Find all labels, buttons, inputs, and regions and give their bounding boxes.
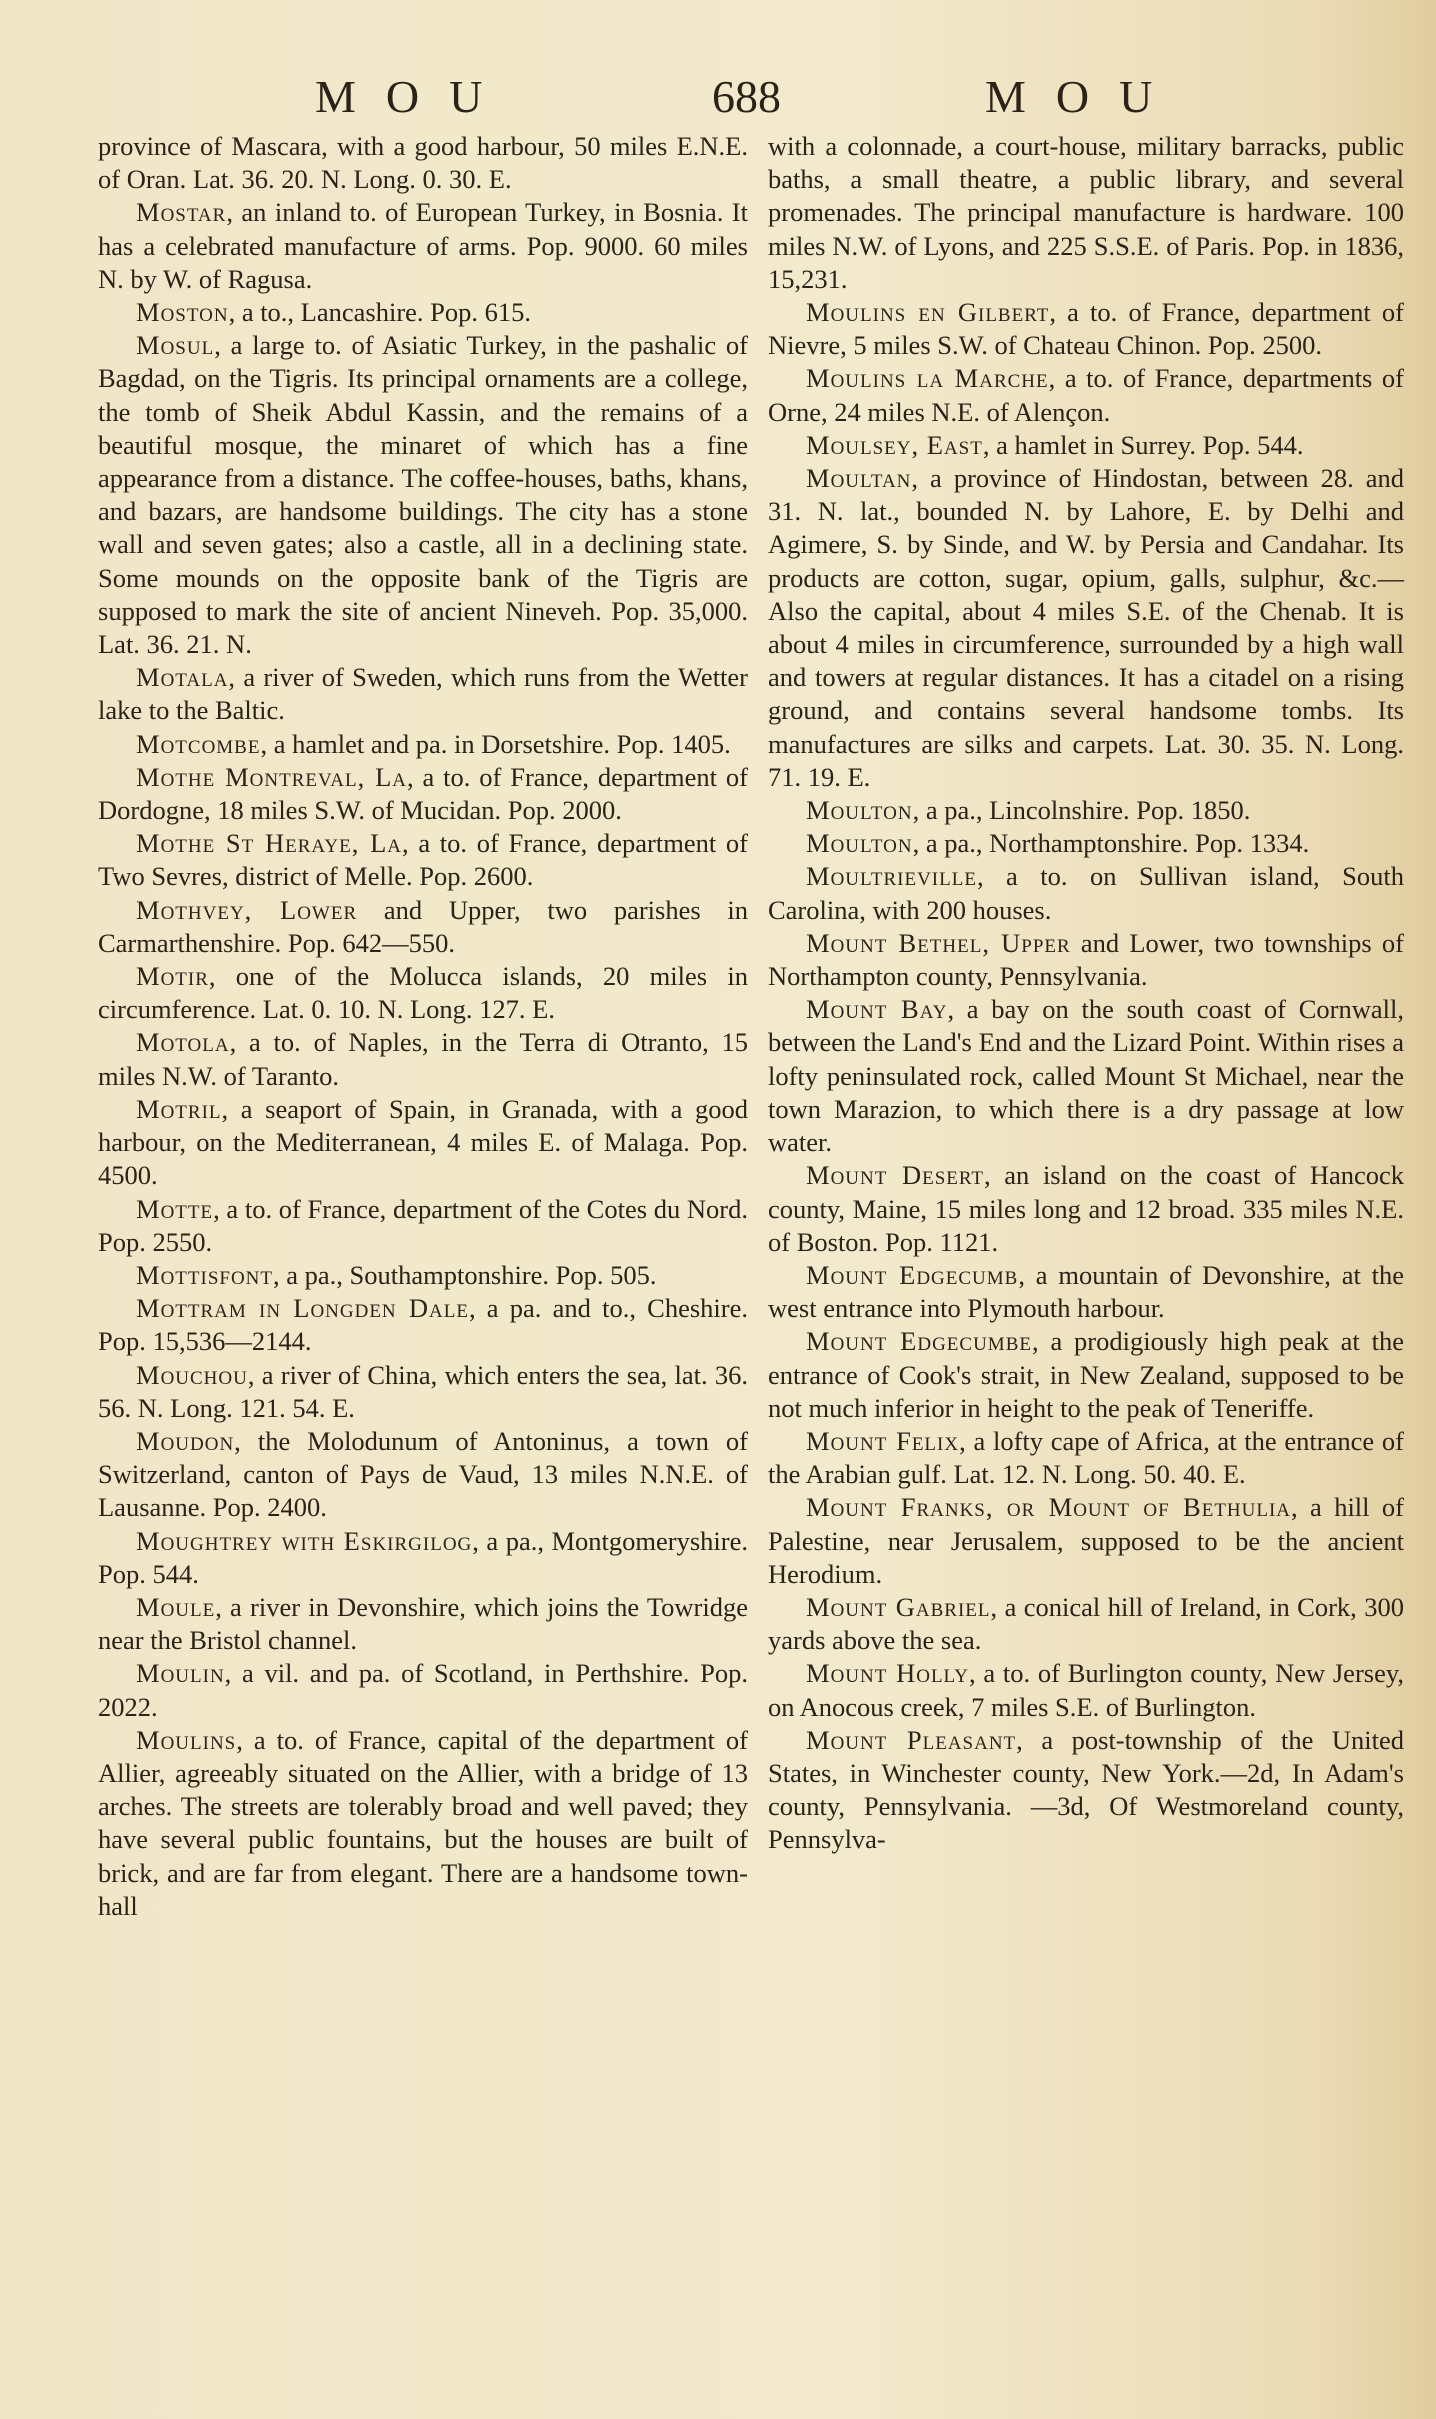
- entry-headword: Mount Gabriel: [806, 1591, 991, 1622]
- entry-headword: Moulins la Marche: [806, 363, 1049, 394]
- entry-headword: Mouchou: [136, 1359, 248, 1390]
- entry-headword: Moule: [136, 1591, 216, 1622]
- entry-text: province of Mascara, with a good harbour, 50 miles E.N.E. of Oran. Lat. 36. 20. N. Long. 0. 30. E.: [98, 131, 748, 195]
- entry-text: , a mountain of Devonshire, at the west entrance into Plymouth harbour.: [768, 1259, 1404, 1324]
- gazetteer-entry: [768, 1259, 1404, 1325]
- gazetteer-entry: [98, 1026, 748, 1092]
- entry-headword: Motir: [136, 961, 209, 992]
- gazetteer-entry: [768, 993, 1404, 1159]
- entry-headword: Mount Edgecumbe: [806, 1326, 1032, 1357]
- entry-text: , a prodigiously high peak at the entrance of Cook's strait, in New Zealand, supposed to be not much inferior in height to the peak of Teneriffe.: [768, 1326, 1405, 1423]
- gazetteer-entry: [98, 1724, 748, 1923]
- entry-text: , a to. of France, department of the Cotes du Nord. Pop. 2550.: [98, 1193, 748, 1257]
- entry-text: , a seaport of Spain, in Granada, with a good harbour, on the Mediterranean, 4 miles E. of Malaga. Pop. 4500.: [98, 1093, 748, 1191]
- page-header: [0, 70, 1436, 130]
- entry-text: , a to. of France, department of Two Sevres, district of Melle. Pop. 2600.: [98, 828, 748, 892]
- gazetteer-entry: [768, 794, 1404, 827]
- entry-text: , a to., Lancashire. Pop. 615.: [228, 297, 532, 328]
- entry-text: , the Molodunum of Antoninus, a town of Switzerland, canton of Pays de Vaud, 13 miles N.N.E. of Lausanne. Pop. 2400.: [98, 1425, 748, 1523]
- entry-text: and Lower, two townships of Northampton county, Pennsylvania.: [768, 927, 1404, 992]
- gazetteer-entry: [98, 728, 748, 761]
- entry-text: , a post-township of the United States, in Winchester county, New York.—2d, In Adam's county, Pennsylvania. —3d, Of Westmoreland county, Pennsylva-: [768, 1724, 1405, 1855]
- entry-headword: Mount Holly: [806, 1658, 969, 1689]
- gazetteer-entry: [768, 429, 1404, 462]
- entry-headword: Moudon: [136, 1425, 235, 1456]
- gazetteer-entry: [768, 1724, 1404, 1857]
- entry-headword: Moulton: [806, 795, 913, 826]
- running-head-right: MOU: [985, 71, 1183, 122]
- gazetteer-entry: [768, 462, 1404, 794]
- entry-headword: Mount Edgecumb: [806, 1259, 1019, 1290]
- entry-headword: Mostar: [136, 197, 227, 228]
- entry-text: , a hill of Palestine, near Jerusalem, supposed to be the ancient Herodium.: [768, 1492, 1404, 1589]
- gazetteer-entry: [98, 960, 748, 1026]
- entry-headword: Mottram in Longden Dale: [136, 1293, 469, 1324]
- entry-headword: Moulsey, East: [806, 429, 983, 460]
- gazetteer-entry: [98, 1425, 748, 1525]
- entry-text: , a to. of Burlington county, New Jersey, on Anocous creek, 7 miles S.E. of Burlington.: [768, 1658, 1404, 1722]
- gazetteer-entry: [98, 1292, 748, 1358]
- gazetteer-entry: [98, 894, 748, 960]
- entry-headword: Mothe St Heraye, La: [136, 828, 402, 859]
- gazetteer-entry: [98, 329, 748, 661]
- entry-text: , a to. of France, department of Nievre, 5 miles S.W. of Chateau Chinon. Pop. 2500.: [768, 297, 1404, 361]
- entry-text: , a hamlet in Surrey. Pop. 544.: [982, 429, 1304, 460]
- entry-headword: Moultrieville: [806, 861, 977, 892]
- page-number: 688: [712, 71, 781, 122]
- gazetteer-entry: [768, 296, 1404, 362]
- entry-headword: Mount Pleasant: [806, 1724, 1017, 1755]
- entry-text: , a pa., Northamptonshire. Pop. 1334.: [912, 828, 1310, 859]
- entry-text: , a pa., Southamptonshire. Pop. 505.: [273, 1259, 657, 1290]
- entry-text: , a river of China, which enters the sea, lat. 36. 56. N. Long. 121. 54. E.: [98, 1359, 748, 1423]
- gazetteer-entry: [98, 761, 748, 827]
- gazetteer-entry: [98, 661, 748, 727]
- entry-headword: Moulins en Gilbert: [806, 297, 1050, 328]
- entry-text: , a to. of Naples, in the Terra di Otranto, 15 miles N.W. of Taranto.: [98, 1027, 748, 1091]
- entry-headword: Mothvey, Lower: [136, 894, 358, 925]
- entry-text: , a lofty cape of Africa, at the entrance of the Arabian gulf. Lat. 12. N. Long. 50. 40. E.: [768, 1425, 1404, 1490]
- entry-headword: Mount Bethel, Upper: [806, 927, 1071, 958]
- entry-text: , a hamlet and pa. in Dorsetshire. Pop. 1405.: [260, 728, 731, 759]
- entry-headword: Moughtrey with Eskirgilog: [136, 1525, 473, 1556]
- gazetteer-entry: [98, 1093, 748, 1193]
- right-column: [768, 130, 1404, 1857]
- entry-text: , a pa., Lincolnshire. Pop. 1850.: [912, 795, 1251, 826]
- entry-headword: Moultan: [806, 463, 912, 494]
- gazetteer-entry: [768, 1591, 1404, 1657]
- left-column: [98, 130, 748, 1923]
- entry-headword: Motcombe: [136, 728, 261, 759]
- entry-text: , a conical hill of Ireland, in Cork, 300 yards above the sea.: [768, 1591, 1404, 1656]
- running-head-left: MOU: [315, 71, 513, 122]
- entry-headword: Mount Desert: [806, 1160, 985, 1191]
- entry-headword: Mosul: [136, 330, 215, 361]
- entry-headword: Motola: [136, 1027, 230, 1058]
- entry-headword: Mothe Montreval, La: [136, 761, 408, 792]
- entry-text: with a colonnade, a court-house, military barracks, public baths, a small theatre, a public library, and several promenades. The principal manufacture is hardware. 100 miles N.W. of Lyons, and 225 S.S.E. of Paris. Pop. in 1836, 15,231.: [768, 131, 1404, 294]
- entry-headword: Motala: [136, 662, 229, 693]
- gazetteer-entry: [98, 1193, 748, 1259]
- gazetteer-entry: [98, 196, 748, 296]
- entry-text: , a large to. of Asiatic Turkey, in the pashalic of Bagdad, on the Tigris. Its principal ornaments are a college, the tomb of Sheik Abdul Kassin, and the remains of a beautiful mosque, the minaret of which has a fine appearance from a distance. The coffee-houses, baths, khans, and bazars, are handsome buildings. The city has a stone wall and seven gates; also a castle, all in a declining state. Some mounds on the opposite bank of the Tigris are supposed to mark the site of ancient Nineveh. Pop. 35,000. Lat. 36. 21. N.: [98, 330, 748, 660]
- entry-text: , a to. on Sullivan island, South Carolina, with 200 houses.: [768, 861, 1404, 925]
- entry-headword: Mount Bay: [806, 994, 948, 1025]
- gazetteer-entry: [98, 296, 748, 329]
- entry-headword: Moston: [136, 297, 229, 328]
- entry-headword: Moulin: [136, 1658, 225, 1689]
- entry-headword: Moulton: [806, 828, 913, 859]
- entry-text: , a vil. and pa. of Scotland, in Perthshire. Pop. 2022.: [98, 1658, 748, 1722]
- entry-text: , a province of Hindostan, between 28. and 31. N. lat., bounded N. by Lahore, E. by Delhi and Agimere, S. by Sinde, and W. by Persia and Candahar. Its products are cotton, sugar, opium, galls, sulphur, &c.—Also the capital, about 4 miles S.E. of the Chenab. It is about 4 miles in circumference, surrounded by a high wall and towers at regular distances. It has a citadel on a rising ground, and contains several handsome tombs. Its manufactures are silks and carpets. Lat. 30. 35. N. Long. 71. 19. E.: [768, 463, 1404, 792]
- gazetteer-entry: [768, 1425, 1404, 1491]
- gazetteer-entry: [98, 1657, 748, 1723]
- gazetteer-entry: [768, 827, 1404, 860]
- gazetteer-entry: [768, 362, 1404, 428]
- entry-text: , an island on the coast of Hancock county, Maine, 15 miles long and 12 broad. 335 miles N.E. of Boston. Pop. 1121.: [768, 1160, 1404, 1257]
- gazetteer-entry: [768, 860, 1404, 926]
- gazetteer-entry: [98, 1359, 748, 1425]
- gazetteer-entry: [98, 827, 748, 893]
- entry-text: , a pa., Montgomeryshire. Pop. 544.: [98, 1525, 748, 1589]
- entry-text: , a to. of France, department of Dordogne, 18 miles S.W. of Mucidan. Pop. 2000.: [98, 761, 748, 826]
- entry-headword: Moulins: [136, 1724, 237, 1755]
- gazetteer-entry: [98, 1591, 748, 1657]
- gazetteer-entry: [768, 927, 1404, 993]
- gazetteer-entry: [768, 130, 1404, 296]
- gazetteer-entry: [768, 1657, 1404, 1723]
- entry-headword: Mottisfont: [136, 1259, 274, 1290]
- gazetteer-entry: [768, 1325, 1404, 1425]
- entry-headword: Mount Felix: [806, 1425, 960, 1456]
- entry-text: , a to. of France, capital of the department of Allier, agreeably situated on the Allier, with a bridge of 13 arches. The streets are tolerably broad and well paved; they have several public fountains, but the houses are built of brick, and are far from elegant. There are a handsome town-hall: [98, 1724, 748, 1921]
- entry-text: , a pa. and to., Cheshire. Pop. 15,536—2144.: [98, 1293, 748, 1357]
- entry-headword: Motte: [136, 1193, 214, 1224]
- gazetteer-entry: [98, 130, 748, 196]
- entry-text: and Upper, two parishes in Carmarthenshire. Pop. 642—550.: [98, 894, 749, 958]
- entry-text: , a river in Devonshire, which joins the Towridge near the Bristol channel.: [98, 1591, 748, 1656]
- entry-text: , a to. of France, departments of Orne, 24 miles N.E. of Alençon.: [768, 363, 1405, 427]
- entry-headword: Mount Franks, or Mount of Bethulia: [806, 1492, 1292, 1523]
- entry-text: , an inland to. of European Turkey, in Bosnia. It has a celebrated manufacture of arms. Pop. 9000. 60 miles N. by W. of Ragusa.: [98, 197, 748, 294]
- gazetteer-entry: [98, 1525, 748, 1591]
- entry-text: , a river of Sweden, which runs from the Wetter lake to the Baltic.: [98, 662, 748, 726]
- entry-text: , one of the Molucca islands, 20 miles in circumference. Lat. 0. 10. N. Long. 127. E.: [98, 961, 748, 1025]
- entry-headword: Motril: [136, 1093, 222, 1124]
- gazetteer-entry: [768, 1491, 1404, 1591]
- gazetteer-entry: [768, 1159, 1404, 1259]
- entry-text: , a bay on the south coast of Cornwall, between the Land's End and the Lizard Point. Within rises a lofty peninsulated rock, called Mount St Michael, near the town Marazion, to which there is a dry passage at low water.: [768, 994, 1404, 1158]
- gazetteer-entry: [98, 1259, 748, 1292]
